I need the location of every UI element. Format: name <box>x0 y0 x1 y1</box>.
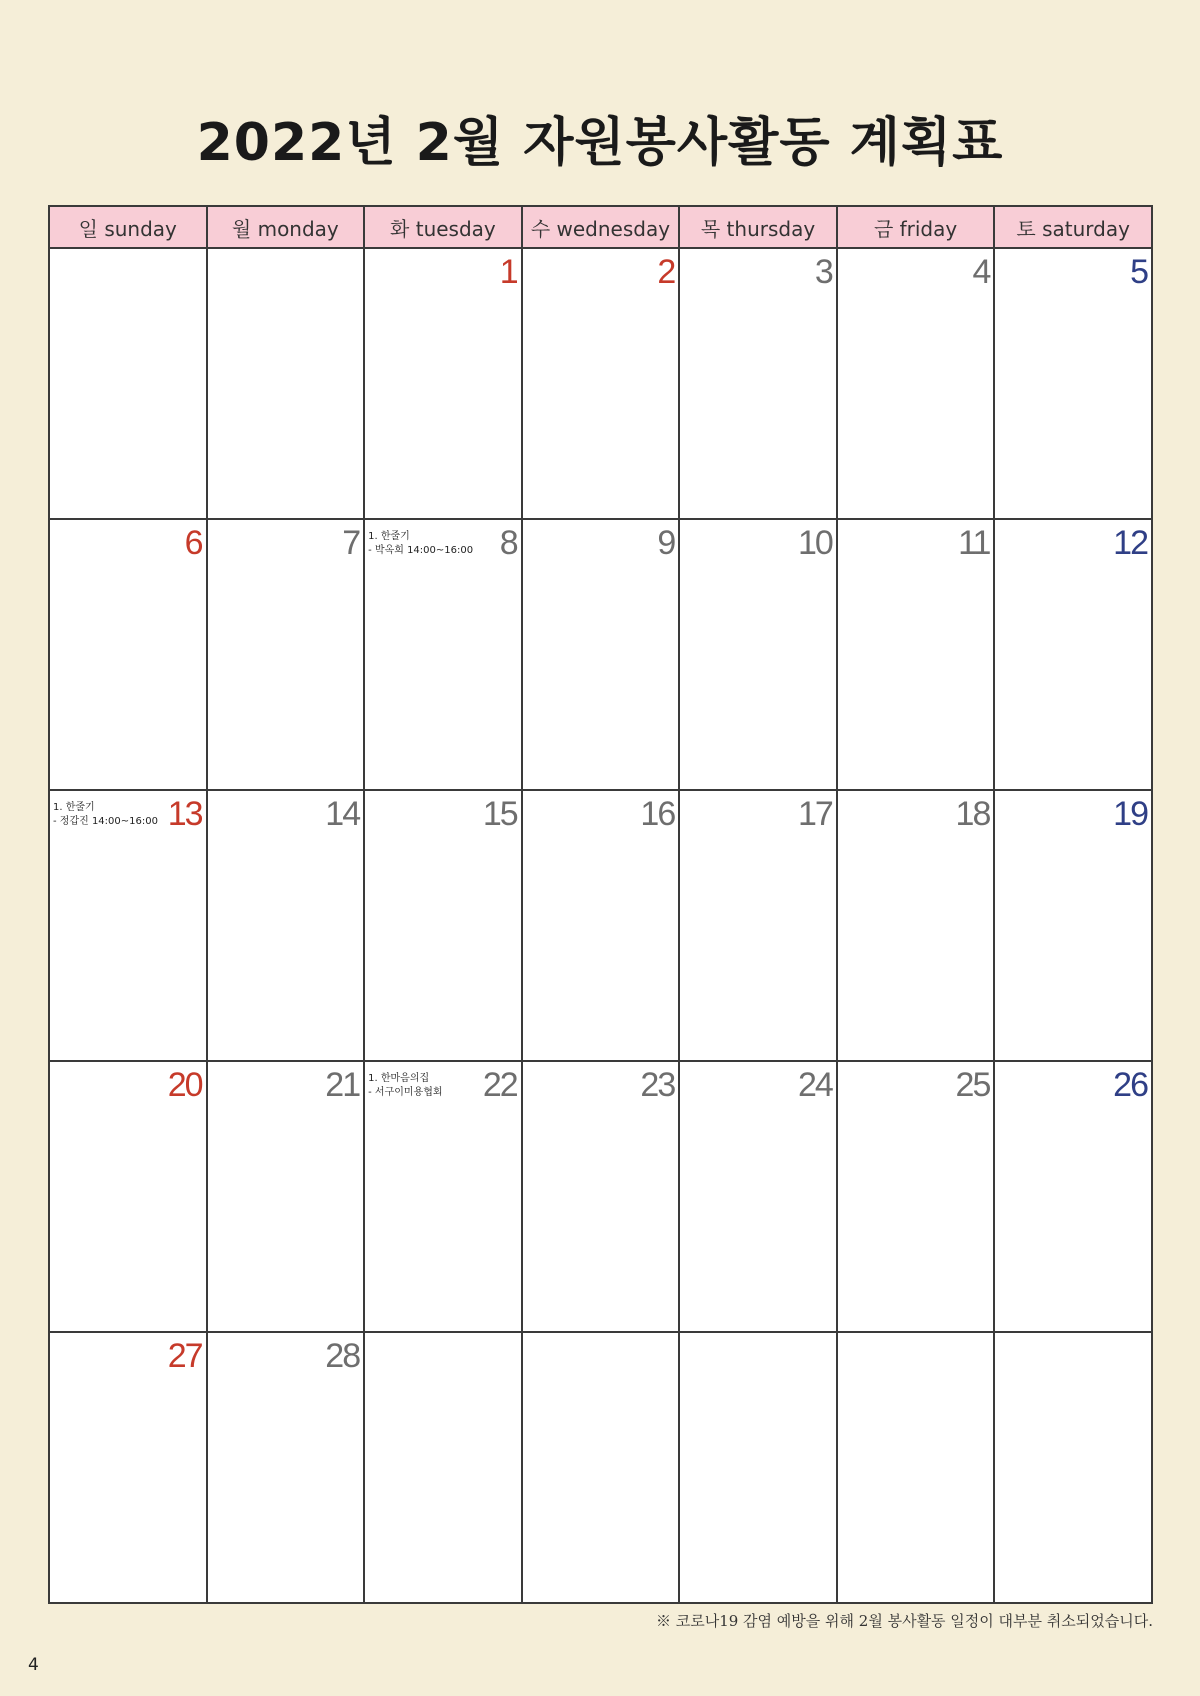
day-number: 13 <box>167 795 202 833</box>
day-number: 15 <box>482 795 517 833</box>
day-cell <box>364 248 522 519</box>
event-note-line: - 박옥희 14:00~16:00 <box>368 545 474 556</box>
day-cell <box>49 790 207 1061</box>
event-note <box>368 530 473 558</box>
calendar-table <box>48 205 1153 1604</box>
day-cell <box>679 1061 837 1332</box>
day-cell <box>364 1332 522 1603</box>
footnote: ※ 코로나19 감염 예방을 위해 2월 봉사활동 일정이 대부분 취소되었습니다. <box>655 1612 1153 1630</box>
week-row <box>49 1061 1152 1332</box>
header-thursday: 목 thursday <box>679 206 837 248</box>
day-number: 14 <box>325 795 360 833</box>
day-number: 25 <box>955 1066 990 1104</box>
event-note-line: - 정갑진 14:00~16:00 <box>53 816 158 827</box>
day-number: 10 <box>797 524 832 562</box>
day-cell <box>49 1332 207 1603</box>
event-note-line: 1. 한마음의집 <box>368 1073 430 1084</box>
header-monday: 월 monday <box>207 206 365 248</box>
day-number: 21 <box>325 1066 360 1104</box>
day-number: 22 <box>482 1066 517 1104</box>
weekday-header-row <box>49 206 1152 248</box>
day-cell <box>49 519 207 790</box>
day-number: 12 <box>1113 524 1147 562</box>
day-cell <box>837 1061 995 1332</box>
day-number: 17 <box>797 795 832 833</box>
page-title: 2022년 2월 자원봉사활동 계획표 <box>196 113 1004 173</box>
day-cell <box>49 1061 207 1332</box>
day-number: 28 <box>325 1337 360 1375</box>
day-cell <box>207 1061 365 1332</box>
day-cell <box>994 519 1152 790</box>
day-number: 5 <box>1130 253 1147 291</box>
day-number: 27 <box>167 1337 202 1375</box>
day-cell <box>679 248 837 519</box>
week-row <box>49 248 1152 519</box>
day-cell <box>837 1332 995 1603</box>
day-cell <box>679 1332 837 1603</box>
header-sunday: 일 sunday <box>49 206 207 248</box>
day-cell <box>364 790 522 1061</box>
day-cell <box>364 1061 522 1332</box>
day-number: 18 <box>955 795 990 833</box>
header-saturday: 토 saturday <box>994 206 1152 248</box>
day-cell <box>522 1332 680 1603</box>
day-number: 26 <box>1113 1066 1147 1104</box>
day-number: 20 <box>167 1066 202 1104</box>
day-number: 19 <box>1113 795 1147 833</box>
day-cell <box>679 519 837 790</box>
day-number: 2 <box>657 253 675 291</box>
day-number: 23 <box>640 1066 675 1104</box>
day-number: 11 <box>958 524 990 562</box>
day-cell <box>207 1332 365 1603</box>
event-note-line: - 서구이미용협회 <box>368 1087 443 1098</box>
event-note <box>53 801 158 829</box>
page-number: 4 <box>28 1655 39 1675</box>
day-cell <box>837 248 995 519</box>
day-number: 3 <box>814 253 832 291</box>
day-cell <box>522 248 680 519</box>
day-cell <box>994 790 1152 1061</box>
day-number: 6 <box>184 524 202 562</box>
day-cell <box>837 519 995 790</box>
day-cell <box>207 790 365 1061</box>
header-friday: 금 friday <box>837 206 995 248</box>
event-note-line: 1. 한줄기 <box>53 802 95 813</box>
day-cell <box>364 519 522 790</box>
day-number: 9 <box>657 524 675 562</box>
day-cell <box>49 248 207 519</box>
day-number: 24 <box>797 1066 832 1104</box>
header-tuesday: 화 tuesday <box>364 206 522 248</box>
day-number: 8 <box>499 524 517 562</box>
event-note-line: 1. 한줄기 <box>368 531 410 542</box>
day-cell <box>207 248 365 519</box>
day-cell <box>994 248 1152 519</box>
event-note <box>368 1072 442 1100</box>
week-row <box>49 790 1152 1061</box>
day-cell <box>522 1061 680 1332</box>
day-number: 4 <box>972 253 990 291</box>
day-cell <box>207 519 365 790</box>
day-number: 7 <box>342 524 360 562</box>
day-number: 1 <box>499 253 517 291</box>
day-cell <box>994 1332 1152 1603</box>
week-row <box>49 519 1152 790</box>
header-wednesday: 수 wednesday <box>522 206 680 248</box>
day-number: 16 <box>640 795 675 833</box>
week-row <box>49 1332 1152 1603</box>
day-cell <box>522 519 680 790</box>
day-cell <box>679 790 837 1061</box>
day-cell <box>522 790 680 1061</box>
day-cell <box>837 790 995 1061</box>
day-cell <box>994 1061 1152 1332</box>
